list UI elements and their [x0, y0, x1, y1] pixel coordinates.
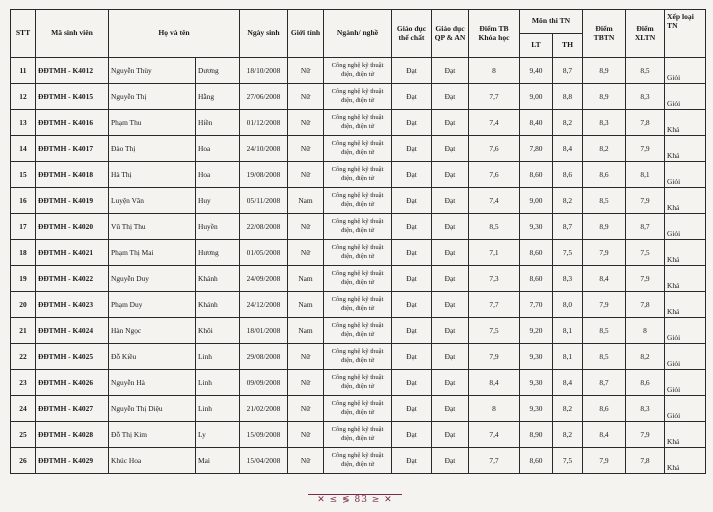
graduation-rank: Giỏi [665, 58, 706, 84]
family-name: Nguyễn Duy [109, 266, 196, 292]
practice-score: 8,7 [553, 214, 583, 240]
header-practice: TH [553, 34, 583, 58]
family-name: Nguyễn Thùy [109, 58, 196, 84]
graduation-score: 7,5 [626, 240, 665, 266]
family-name: Nguyễn Hà [109, 370, 196, 396]
graduation-rank: Giỏi [665, 396, 706, 422]
header-graduation-exams: Môn thi TN [520, 10, 583, 34]
practice-score: 8,3 [553, 266, 583, 292]
defense-education: Đạt [432, 240, 469, 266]
graduation-rank: Giỏi [665, 344, 706, 370]
defense-education: Đạt [432, 448, 469, 474]
gender: Nữ [288, 162, 324, 188]
student-id: ĐĐTMH - K4023 [36, 292, 109, 318]
header-graduation-average: Điểm TBTN [583, 10, 626, 58]
graduation-score: 8,2 [626, 344, 665, 370]
graduation-rank: Khá [665, 110, 706, 136]
birth-date: 24/09/2008 [240, 266, 288, 292]
gender: Nữ [288, 396, 324, 422]
given-name: Linh [196, 344, 240, 370]
graduation-rank: Giỏi [665, 214, 706, 240]
theory-score: 9,00 [520, 188, 553, 214]
table-row [11, 58, 706, 84]
graduation-score: 8,3 [626, 84, 665, 110]
family-name: Khúc Hoa [109, 448, 196, 474]
theory-score: 7,80 [520, 136, 553, 162]
gender: Nữ [288, 422, 324, 448]
practice-score: 8,8 [553, 84, 583, 110]
student-id: ĐĐTMH - K4018 [36, 162, 109, 188]
family-name: Phạm Thu [109, 110, 196, 136]
physical-education: Đạt [392, 136, 432, 162]
graduation-rank: Giỏi [665, 318, 706, 344]
course-average: 7,4 [469, 110, 520, 136]
graduation-average: 8,2 [583, 136, 626, 162]
row-number: 23 [11, 370, 36, 396]
birth-date: 01/12/2008 [240, 110, 288, 136]
birth-date: 21/02/2008 [240, 396, 288, 422]
birth-date: 22/08/2008 [240, 214, 288, 240]
family-name: Luyện Văn [109, 188, 196, 214]
practice-score: 7,5 [553, 448, 583, 474]
gender: Nữ [288, 370, 324, 396]
given-name: Mai [196, 448, 240, 474]
course-average: 7,4 [469, 188, 520, 214]
graduation-average: 8,9 [583, 84, 626, 110]
graduation-average: 7,9 [583, 448, 626, 474]
header-major: Ngành/ nghề [324, 10, 392, 58]
theory-score: 8,90 [520, 422, 553, 448]
header-course-average: Điểm TB Khóa học [469, 10, 520, 58]
given-name: Linh [196, 396, 240, 422]
graduation-rank: Khá [665, 240, 706, 266]
practice-score: 8,1 [553, 318, 583, 344]
graduation-rank: Khá [665, 422, 706, 448]
gender: Nam [288, 292, 324, 318]
birth-date: 27/06/2008 [240, 84, 288, 110]
theory-score: 9,30 [520, 396, 553, 422]
practice-score: 8,6 [553, 162, 583, 188]
header-gender: Giới tính [288, 10, 324, 58]
physical-education: Đạt [392, 214, 432, 240]
graduation-rank: Khá [665, 136, 706, 162]
practice-score: 8,1 [553, 344, 583, 370]
physical-education: Đạt [392, 110, 432, 136]
graduation-average: 7,9 [583, 240, 626, 266]
given-name: Hằng [196, 84, 240, 110]
given-name: Hương [196, 240, 240, 266]
course-average: 7,6 [469, 162, 520, 188]
graduation-rank: Giỏi [665, 162, 706, 188]
course-average: 8 [469, 396, 520, 422]
graduation-score: 7,9 [626, 266, 665, 292]
header-birth-date: Ngày sinh [240, 10, 288, 58]
family-name: Hàn Ngọc [109, 318, 196, 344]
graduation-rank: Giỏi [665, 84, 706, 110]
practice-score: 8,4 [553, 370, 583, 396]
given-name: Hoa [196, 136, 240, 162]
gender: Nữ [288, 240, 324, 266]
graduation-average: 7,9 [583, 292, 626, 318]
physical-education: Đạt [392, 422, 432, 448]
practice-score: 7,5 [553, 240, 583, 266]
major: Công nghệ kỹ thuật điện, điện tử [324, 422, 392, 448]
graduation-average: 8,5 [583, 344, 626, 370]
major: Công nghệ kỹ thuật điện, điện tử [324, 318, 392, 344]
practice-score: 8,2 [553, 188, 583, 214]
table-row [11, 110, 706, 136]
table-row [11, 266, 706, 292]
defense-education: Đạt [432, 318, 469, 344]
graduation-score: 7,8 [626, 110, 665, 136]
graduation-score: 7,9 [626, 136, 665, 162]
birth-date: 18/01/2008 [240, 318, 288, 344]
header-graduation-rank: Xếp loại TN [665, 10, 706, 58]
theory-score: 9,00 [520, 84, 553, 110]
major: Công nghệ kỹ thuật điện, điện tử [324, 396, 392, 422]
major: Công nghệ kỹ thuật điện, điện tử [324, 110, 392, 136]
course-average: 8,4 [469, 370, 520, 396]
table-row [11, 370, 706, 396]
course-average: 7,9 [469, 344, 520, 370]
major: Công nghệ kỹ thuật điện, điện tử [324, 58, 392, 84]
student-id: ĐĐTMH - K4012 [36, 58, 109, 84]
header-defense-education: Giáo dục QP & AN [432, 10, 469, 58]
table-row [11, 344, 706, 370]
major: Công nghệ kỹ thuật điện, điện tử [324, 84, 392, 110]
gender: Nữ [288, 136, 324, 162]
graduation-rank: Khá [665, 448, 706, 474]
header-physical-education: Giáo dục thể chất [392, 10, 432, 58]
major: Công nghệ kỹ thuật điện, điện tử [324, 448, 392, 474]
physical-education: Đạt [392, 266, 432, 292]
graduation-results-table [10, 9, 706, 474]
course-average: 7,1 [469, 240, 520, 266]
course-average: 8 [469, 58, 520, 84]
defense-education: Đạt [432, 396, 469, 422]
given-name: Huyền [196, 214, 240, 240]
major: Công nghệ kỹ thuật điện, điện tử [324, 188, 392, 214]
student-id: ĐĐTMH - K4024 [36, 318, 109, 344]
student-id: ĐĐTMH - K4017 [36, 136, 109, 162]
student-id: ĐĐTMH - K4027 [36, 396, 109, 422]
row-number: 15 [11, 162, 36, 188]
gender: Nam [288, 318, 324, 344]
course-average: 7,6 [469, 136, 520, 162]
defense-education: Đạt [432, 110, 469, 136]
row-number: 25 [11, 422, 36, 448]
course-average: 8,5 [469, 214, 520, 240]
defense-education: Đạt [432, 422, 469, 448]
major: Công nghệ kỹ thuật điện, điện tử [324, 292, 392, 318]
practice-score: 8,0 [553, 292, 583, 318]
table-row [11, 162, 706, 188]
major: Công nghệ kỹ thuật điện, điện tử [324, 370, 392, 396]
defense-education: Đạt [432, 266, 469, 292]
physical-education: Đạt [392, 344, 432, 370]
graduation-score: 7,8 [626, 292, 665, 318]
major: Công nghệ kỹ thuật điện, điện tử [324, 240, 392, 266]
graduation-score: 7,9 [626, 188, 665, 214]
graduation-average: 8,3 [583, 110, 626, 136]
graduation-average: 8,6 [583, 162, 626, 188]
table-row [11, 318, 706, 344]
birth-date: 18/10/2008 [240, 58, 288, 84]
row-number: 12 [11, 84, 36, 110]
physical-education: Đạt [392, 162, 432, 188]
gender: Nữ [288, 448, 324, 474]
row-number: 21 [11, 318, 36, 344]
student-id: ĐĐTMH - K4019 [36, 188, 109, 214]
birth-date: 15/09/2008 [240, 422, 288, 448]
defense-education: Đạt [432, 58, 469, 84]
student-id: ĐĐTMH - K4016 [36, 110, 109, 136]
practice-score: 8,4 [553, 136, 583, 162]
row-number: 18 [11, 240, 36, 266]
gender: Nữ [288, 110, 324, 136]
graduation-average: 8,5 [583, 188, 626, 214]
row-number: 14 [11, 136, 36, 162]
graduation-average: 8,5 [583, 318, 626, 344]
graduation-average: 8,9 [583, 58, 626, 84]
theory-score: 8,60 [520, 448, 553, 474]
header-stt: STT [11, 10, 36, 58]
physical-education: Đạt [392, 240, 432, 266]
family-name: Đỗ Kiều [109, 344, 196, 370]
physical-education: Đạt [392, 370, 432, 396]
graduation-rank: Khá [665, 266, 706, 292]
student-id: ĐĐTMH - K4026 [36, 370, 109, 396]
course-average: 7,5 [469, 318, 520, 344]
physical-education: Đạt [392, 84, 432, 110]
physical-education: Đạt [392, 292, 432, 318]
row-number: 22 [11, 344, 36, 370]
family-name: Vũ Thị Thu [109, 214, 196, 240]
birth-date: 24/12/2008 [240, 292, 288, 318]
birth-date: 15/04/2008 [240, 448, 288, 474]
course-average: 7,3 [469, 266, 520, 292]
given-name: Huy [196, 188, 240, 214]
physical-education: Đạt [392, 448, 432, 474]
theory-score: 8,60 [520, 266, 553, 292]
practice-score: 8,2 [553, 422, 583, 448]
row-number: 17 [11, 214, 36, 240]
given-name: Hiền [196, 110, 240, 136]
family-name: Phạm Duy [109, 292, 196, 318]
student-id: ĐĐTMH - K4022 [36, 266, 109, 292]
graduation-score: 7,9 [626, 422, 665, 448]
given-name: Khánh [196, 266, 240, 292]
table-row [11, 84, 706, 110]
header-full-name: Họ và tên [109, 10, 240, 58]
graduation-average: 8,6 [583, 396, 626, 422]
defense-education: Đạt [432, 292, 469, 318]
practice-score: 8,7 [553, 58, 583, 84]
defense-education: Đạt [432, 214, 469, 240]
row-number: 11 [11, 58, 36, 84]
birth-date: 24/10/2008 [240, 136, 288, 162]
student-id: ĐĐTMH - K4029 [36, 448, 109, 474]
theory-score: 9,40 [520, 58, 553, 84]
theory-score: 8,60 [520, 240, 553, 266]
major: Công nghệ kỹ thuật điện, điện tử [324, 266, 392, 292]
given-name: Linh [196, 370, 240, 396]
theory-score: 9,20 [520, 318, 553, 344]
table-row [11, 396, 706, 422]
course-average: 7,7 [469, 292, 520, 318]
defense-education: Đạt [432, 188, 469, 214]
course-average: 7,4 [469, 422, 520, 448]
header-student-id: Mã sinh viên [36, 10, 109, 58]
practice-score: 8,2 [553, 396, 583, 422]
graduation-score: 7,8 [626, 448, 665, 474]
gender: Nam [288, 266, 324, 292]
graduation-rank: Khá [665, 292, 706, 318]
gender: Nữ [288, 84, 324, 110]
major: Công nghệ kỹ thuật điện, điện tử [324, 214, 392, 240]
birth-date: 29/08/2008 [240, 344, 288, 370]
graduation-average: 8,9 [583, 214, 626, 240]
theory-score: 9,30 [520, 214, 553, 240]
table-row [11, 214, 706, 240]
row-number: 24 [11, 396, 36, 422]
given-name: Hoa [196, 162, 240, 188]
table-row [11, 136, 706, 162]
gender: Nam [288, 188, 324, 214]
graduation-average: 8,7 [583, 370, 626, 396]
birth-date: 09/09/2008 [240, 370, 288, 396]
practice-score: 8,2 [553, 110, 583, 136]
defense-education: Đạt [432, 344, 469, 370]
family-name: Đỗ Thị Kim [109, 422, 196, 448]
table-row [11, 188, 706, 214]
row-number: 26 [11, 448, 36, 474]
defense-education: Đạt [432, 136, 469, 162]
physical-education: Đạt [392, 318, 432, 344]
family-name: Đào Thị [109, 136, 196, 162]
results-sheet [10, 9, 705, 474]
physical-education: Đạt [392, 188, 432, 214]
family-name: Phạm Thị Mai [109, 240, 196, 266]
official-seal-mark: ✕ ≤ ≶ 83 ≥ ✕ [308, 494, 402, 511]
family-name: Hà Thị [109, 162, 196, 188]
student-id: ĐĐTMH - K4015 [36, 84, 109, 110]
defense-education: Đạt [432, 370, 469, 396]
family-name: Nguyễn Thị Diệu [109, 396, 196, 422]
theory-score: 8,60 [520, 162, 553, 188]
table-row [11, 240, 706, 266]
gender: Nữ [288, 344, 324, 370]
given-name: Khôi [196, 318, 240, 344]
major: Công nghệ kỹ thuật điện, điện tử [324, 162, 392, 188]
gender: Nữ [288, 58, 324, 84]
given-name: Khánh [196, 292, 240, 318]
graduation-average: 8,4 [583, 266, 626, 292]
header-theory: LT [520, 34, 553, 58]
graduation-rank: Khá [665, 188, 706, 214]
theory-score: 9,30 [520, 370, 553, 396]
given-name: Dương [196, 58, 240, 84]
row-number: 20 [11, 292, 36, 318]
major: Công nghệ kỹ thuật điện, điện tử [324, 344, 392, 370]
student-id: ĐĐTMH - K4021 [36, 240, 109, 266]
birth-date: 19/08/2008 [240, 162, 288, 188]
defense-education: Đạt [432, 162, 469, 188]
physical-education: Đạt [392, 396, 432, 422]
graduation-average: 8,4 [583, 422, 626, 448]
graduation-score: 8 [626, 318, 665, 344]
row-number: 19 [11, 266, 36, 292]
birth-date: 01/05/2008 [240, 240, 288, 266]
birth-date: 05/11/2008 [240, 188, 288, 214]
course-average: 7,7 [469, 84, 520, 110]
table-row [11, 448, 706, 474]
graduation-score: 8,7 [626, 214, 665, 240]
family-name: Nguyễn Thị [109, 84, 196, 110]
row-number: 16 [11, 188, 36, 214]
defense-education: Đạt [432, 84, 469, 110]
major: Công nghệ kỹ thuật điện, điện tử [324, 136, 392, 162]
theory-score: 7,70 [520, 292, 553, 318]
course-average: 7,7 [469, 448, 520, 474]
student-id: ĐĐTMH - K4020 [36, 214, 109, 240]
graduation-rank: Giỏi [665, 370, 706, 396]
student-id: ĐĐTMH - K4025 [36, 344, 109, 370]
graduation-score: 8,1 [626, 162, 665, 188]
table-row [11, 292, 706, 318]
graduation-score: 8,3 [626, 396, 665, 422]
graduation-score: 8,6 [626, 370, 665, 396]
physical-education: Đạt [392, 58, 432, 84]
table-row [11, 422, 706, 448]
student-id: ĐĐTMH - K4028 [36, 422, 109, 448]
theory-score: 8,40 [520, 110, 553, 136]
given-name: Ly [196, 422, 240, 448]
theory-score: 9,30 [520, 344, 553, 370]
header-graduation-score: Điểm XLTN [626, 10, 665, 58]
row-number: 13 [11, 110, 36, 136]
graduation-score: 8,5 [626, 58, 665, 84]
gender: Nữ [288, 214, 324, 240]
